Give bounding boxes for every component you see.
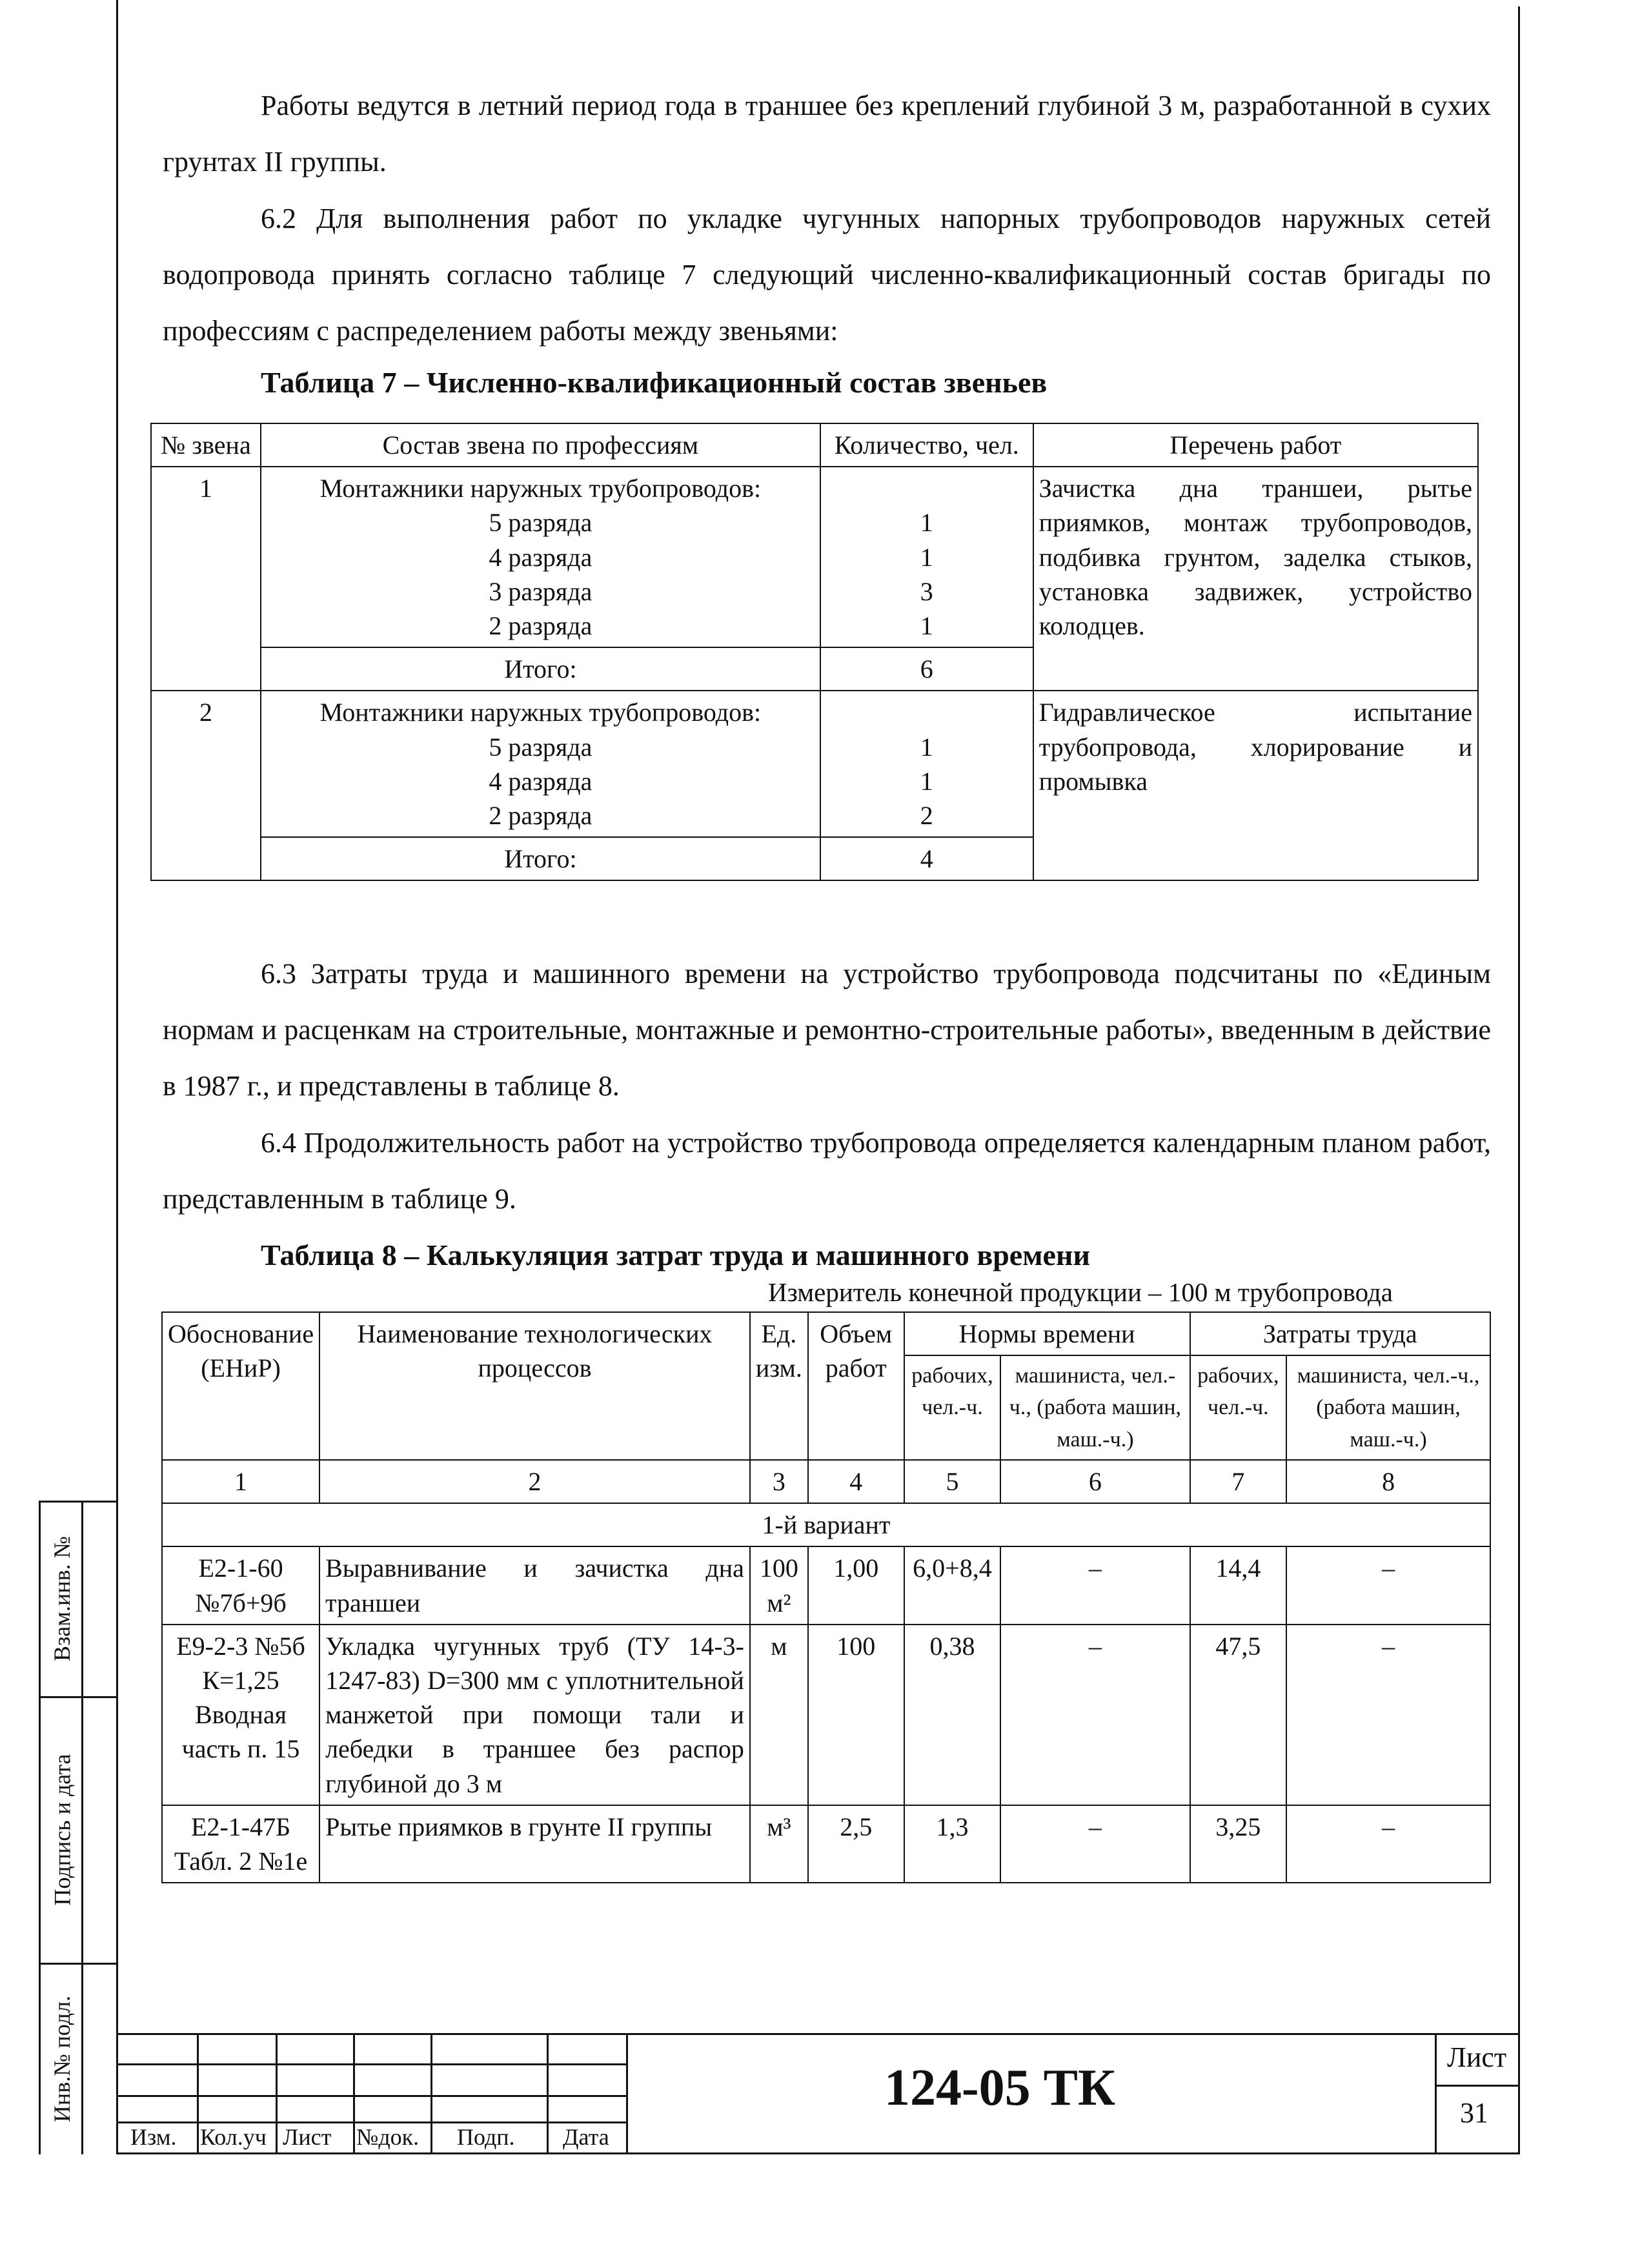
document-code: 124-05 ТК [884, 2060, 1116, 2116]
table7-total: 4 [820, 837, 1033, 880]
title-block-divider [547, 2033, 549, 2154]
intro-paragraph: Работы ведутся в летний период года в траншее без креплений глубиной 3 м, разработанной в сухих грунтах II группы. [163, 90, 1491, 177]
table7-grade: 5 разряда [489, 508, 593, 538]
table8-col-number: 4 [808, 1460, 904, 1503]
table8-row [162, 1625, 1490, 1805]
table7-header-composition: Состав звена по профессиям [261, 423, 820, 467]
table7-grade: 5 разряда [489, 732, 593, 762]
table7-count: 3 [920, 576, 933, 606]
table7-count: 1 [920, 508, 933, 538]
table8-cost-machinist: – [1286, 1546, 1490, 1624]
table8-basis: Е9-2-3 №5б К=1,25 Вводная часть п. 15 [162, 1625, 319, 1805]
title-block-rule [116, 2095, 626, 2097]
table8-variant: 1-й вариант [162, 1503, 1490, 1546]
title-block [116, 2033, 1520, 2154]
paragraph-6-3: 6.3 Затраты труда и машинного времени на устройство трубопровода подсчитаны по «Единым нормам и расценкам на строительные, монтажные и ремонтно-строительные работы», введенным в действие в 1987 г., и представлены в таблице 8. [163, 958, 1491, 1102]
table7-grade: 4 разряда [489, 766, 593, 796]
table8-cost-workers: 3,25 [1190, 1805, 1287, 1883]
paragraph-6-2: 6.2 Для выполнения работ по укладке чугунных напорных трубопроводов наружных сетей водопровода принять согласно таблице 7 следующий численно-квалификационный состав бригады по профессиям с распределением работы между звеньями: [163, 203, 1491, 347]
side-stamp-border [39, 1501, 41, 2154]
table7-unit-composition [261, 691, 820, 837]
table8-cost-machinist: – [1286, 1625, 1490, 1805]
table7-unit-counts [820, 691, 1033, 837]
title-block-label-list: Лист [283, 2124, 332, 2150]
table7-count: 2 [920, 800, 933, 830]
table7-count: 1 [920, 732, 933, 762]
table7-unit-no: 1 [151, 467, 261, 691]
table8-header-norm-machinist: машиниста, чел.-ч., (работа машин, маш.-ч.) [1000, 1355, 1190, 1460]
table8-basis: Е2-1-60 №7б+9б [162, 1546, 319, 1624]
table8-col-number: 5 [904, 1460, 1001, 1503]
table8-header-norm-workers: рабочих, чел.-ч. [904, 1355, 1001, 1460]
paragraph-6-4: 6.4 Продолжительность работ на устройство трубопровода определяется календарным планом работ, представленным в таблице 9. [163, 1127, 1491, 1215]
title-block-label-izm: Изм. [130, 2124, 177, 2150]
table7-unit-title: Монтажники наружных трубопроводов: [319, 698, 762, 727]
title-block-label-kol: Кол.уч [200, 2124, 267, 2150]
table7-header-works: Перечень работ [1033, 423, 1478, 467]
title-block-divider [430, 2033, 432, 2154]
table8-basis: Е2-1-47Б Табл. 2 №1е [162, 1805, 319, 1883]
title-block-label-sign: Подп. [457, 2124, 515, 2150]
table8-col-numbers [162, 1460, 1490, 1503]
table8-header-name: Наименование технологических процессов [319, 1312, 750, 1460]
table7-header-count: Количество, чел. [820, 423, 1033, 467]
table7-unit-no: 2 [151, 691, 261, 880]
table7-grade: 3 разряда [489, 576, 593, 606]
table7-total-label: Итого: [261, 837, 820, 880]
table7-unit-counts [820, 467, 1033, 647]
table7-total-label: Итого: [261, 647, 820, 691]
title-block-rule [1435, 2085, 1520, 2087]
table8-header-cost-machinist: машиниста, чел.-ч., (работа машин, маш.-ч.) [1286, 1355, 1490, 1460]
table8-header-cost-workers: рабочих, чел.-ч. [1190, 1355, 1287, 1460]
table7-unit-title: Монтажники наружных трубопроводов: [319, 474, 762, 503]
table8-row [162, 1546, 1490, 1624]
table7-works: Гидравлическое испытание трубопровода, хлорирование и промывка [1033, 691, 1478, 880]
table8-col-number: 8 [1286, 1460, 1490, 1503]
table7-grade: 2 разряда [489, 611, 593, 640]
table8-col-number: 1 [162, 1460, 319, 1503]
table8-norm-workers: 0,38 [904, 1625, 1001, 1805]
table7-caption: Таблица 7 – Численно-квалификационный состав звеньев [261, 366, 1048, 399]
table8-norm-machinist: – [1000, 1625, 1190, 1805]
sheet-number: 31 [1460, 2097, 1488, 2129]
table8-header-volume: Объем работ [808, 1312, 904, 1460]
table8-unit: 100 м² [750, 1546, 808, 1624]
title-block-divider [626, 2033, 628, 2154]
side-stamp [39, 1501, 118, 2154]
table7-unit-row [151, 691, 1478, 837]
table8-header-costs: Затраты труда [1190, 1312, 1490, 1355]
table8-cost-machinist: – [1286, 1805, 1490, 1883]
sheet-label: Лист [1447, 2041, 1507, 2073]
table8-header-unit: Ед. изм. [750, 1312, 808, 1460]
table8-col-number: 7 [1190, 1460, 1287, 1503]
table8-cost-workers: 47,5 [1190, 1625, 1287, 1805]
title-block-divider [353, 2033, 355, 2154]
table7-unit-row [151, 467, 1478, 647]
table7-count: 1 [920, 542, 933, 572]
table7-header-no: № звена [151, 423, 261, 467]
table8-cost-workers: 14,4 [1190, 1546, 1287, 1624]
table7-count: 1 [920, 611, 933, 640]
table8-measure: Измеритель конечной продукции – 100 м трубопровода [768, 1277, 1393, 1307]
side-stamp-replaced-inv: Взам.инв. № [49, 1535, 75, 1661]
table8-row [162, 1805, 1490, 1883]
table8-name: Рытье приямков в грунте II группы [319, 1805, 750, 1883]
table8-volume: 100 [808, 1625, 904, 1805]
table8-col-number: 6 [1000, 1460, 1190, 1503]
table8-header-basis: Обоснование (ЕНиР) [162, 1312, 319, 1460]
table8-variant-row [162, 1503, 1490, 1546]
page-frame-right [1518, 6, 1520, 2154]
title-block-divider [1435, 2033, 1437, 2154]
table8-norm-workers: 1,3 [904, 1805, 1001, 1883]
table7-unit-composition [261, 467, 820, 647]
table8-norm-workers: 6,0+8,4 [904, 1546, 1001, 1624]
table7-total: 6 [820, 647, 1033, 691]
table8-unit: м [750, 1625, 808, 1805]
table8-header-norms: Нормы времени [904, 1312, 1190, 1355]
table8-name: Укладка чугунных труб (ТУ 14-3-1247-83) D=300 мм с уплотнительной манжетой при помощи тали и лебедки в траншее без распор глубиной до 3 м [319, 1625, 750, 1805]
side-stamp-signature-date: Подпись и дата [49, 1754, 76, 1905]
table7 [150, 423, 1479, 881]
table8-volume: 2,5 [808, 1805, 904, 1883]
table7-header [151, 423, 1478, 467]
side-stamp-divider [81, 1501, 83, 2154]
table8 [161, 1311, 1491, 1883]
side-stamp-inv-original: Инв.№ подл. [49, 1995, 75, 2122]
title-block-label-doc: №док. [356, 2124, 420, 2150]
table7-grade: 4 разряда [489, 542, 593, 572]
title-block-divider [197, 2033, 199, 2154]
title-block-rule [116, 2063, 626, 2065]
table8-norm-machinist: – [1000, 1805, 1190, 1883]
table8-col-number: 2 [319, 1460, 750, 1503]
table8-norm-machinist: – [1000, 1546, 1190, 1624]
table8-name: Выравнивание и зачистка дна траншеи [319, 1546, 750, 1624]
table8-col-number: 3 [750, 1460, 808, 1503]
table7-count: 1 [920, 766, 933, 796]
table7-works: Зачистка дна траншеи, рытье приямков, монтаж трубопроводов, подбивка грунтом, заделка стыков, установка задвижек, устройство колодцев. [1033, 467, 1478, 691]
table8-unit: м³ [750, 1805, 808, 1883]
title-block-rule [116, 2033, 1520, 2035]
table8-volume: 1,00 [808, 1546, 904, 1624]
table8-header [162, 1312, 1490, 1355]
table8-caption: Таблица 8 – Калькуляция затрат труда и машинного времени [261, 1239, 1090, 1271]
title-block-divider [276, 2033, 278, 2154]
title-block-label-date: Дата [563, 2124, 609, 2150]
table7-grade: 2 разряда [489, 800, 593, 830]
